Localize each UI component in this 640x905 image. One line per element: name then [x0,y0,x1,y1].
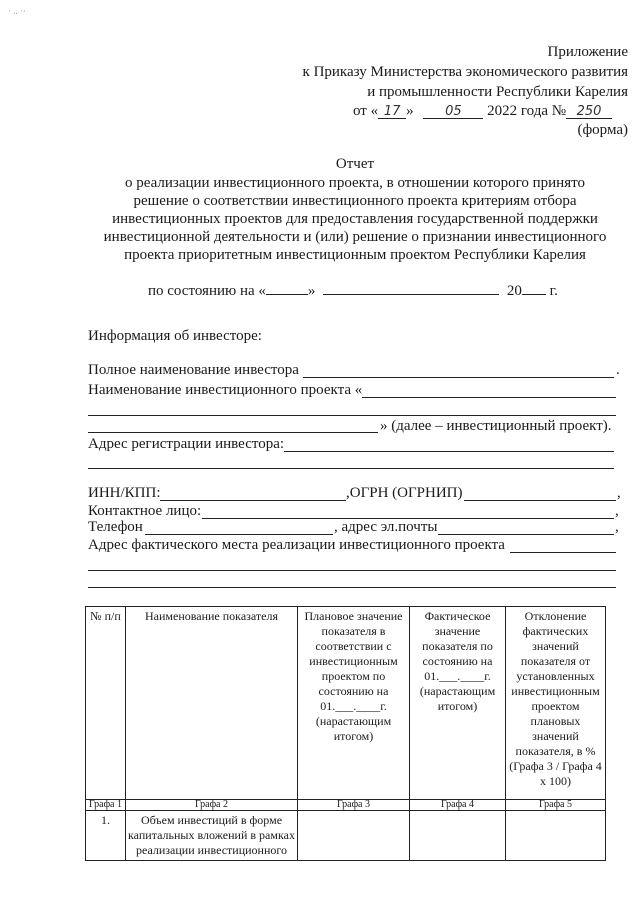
status-year-blank[interactable] [522,280,546,295]
date-prefix: от « [353,103,379,119]
appendix-title: Приложение [547,44,628,60]
header-deviation: Отклонение фактических значений показателя от установленных инвестиционным проектом плановых значений показателя, в % (Графа 3 / Графа 4 х 100) [506,607,606,800]
status-suffix: г. [549,283,558,299]
col-number-2: Графа 2 [126,800,298,811]
reg-address-field-1[interactable] [284,451,614,452]
row-actual-cell[interactable] [410,811,506,861]
date-year: 2022 года № [487,103,567,119]
header-indicator-name: Наименование показателя [126,607,298,800]
phone-label: Телефон [88,519,143,535]
reg-address-field-2[interactable] [88,468,614,469]
scan-mark: · .. ·· [8,6,26,16]
ogrn-comma: , [617,485,621,501]
header-planned-value: Плановое значение показателя в соответствии с инвестиционным проектом по состоянию на 01.___.____г. (нарастающим итогом) [298,607,410,800]
email-field[interactable] [438,534,614,535]
status-year: 20 [506,283,522,299]
table-row [86,811,606,861]
project-name-field-3[interactable] [88,432,378,433]
status-prefix: по состоянию на « [148,283,266,299]
report-title-line-3: инвестиционных проектов для предоставления государственной поддержки [112,211,598,227]
col-number-3: Графа 3 [298,800,410,811]
appendix-line2: и промышленности Республики Карелия [367,84,628,100]
report-title-line-4: инвестиционной деятельности и (или) решение о признании инвестиционного [103,229,607,245]
inn-field[interactable] [160,500,346,501]
row-deviation-cell[interactable] [506,811,606,861]
indicators-table [85,606,606,861]
address-field-3[interactable] [88,587,616,588]
status-mid: » [307,283,316,299]
row-num: 1. [86,811,126,861]
investor-full-name-field[interactable] [303,377,614,378]
investor-full-name-label: Полное наименование инвестора [88,362,299,378]
ogrn-label: ,ОГРН (ОГРНИП) [346,485,463,501]
table-header-row [86,607,606,800]
project-name-label: Наименование инвестиционного проекта « [88,382,363,398]
inn-label: ИНН/КПП: [88,485,161,501]
phone-field[interactable] [145,534,333,535]
contact-label: Контактное лицо: [88,503,202,519]
project-name-suffix: » (далее – инвестиционный проект). [380,418,612,434]
investor-section-title: Информация об инвесторе: [88,328,262,344]
header-actual-value: Фактическое значение показателя по состоянию на 01.___.____г. (нарастающим итогом) [410,607,506,800]
report-title-line-1: о реализации инвестиционного проекта, в отношении которого принято [125,175,585,191]
appendix-line1: к Приказу Министерства экономического развития [302,64,628,80]
email-comma: , [615,519,619,535]
col-number-1: Графа 1 [86,800,126,811]
reg-address-label: Адрес регистрации инвестора: [88,436,285,452]
date-mid: » [406,103,414,119]
report-title-line-5: проекта приоритетным инвестиционным проектом Республики Карелия [124,247,586,263]
status-day-blank[interactable] [266,280,308,295]
report-title-line-2: решение о соответствии инвестиционного проекта критериям отбора [133,193,577,209]
address-field-2[interactable] [88,570,616,571]
status-date [148,280,558,300]
project-name-field-1[interactable] [362,397,616,398]
row-planned-cell[interactable] [298,811,410,861]
address-label: Адрес фактического места реализации инвестиционного проекта [88,537,505,553]
date-month: 05 [423,104,483,119]
col-number-4: Графа 4 [410,800,506,811]
header-num: № п/п [86,607,126,800]
status-month-blank[interactable] [323,280,499,295]
project-name-field-2[interactable] [88,415,616,416]
report-heading: Отчет [335,156,375,172]
date-day: 17 [378,104,406,119]
date-number: 250 [566,104,612,119]
form-label: (форма) [577,122,628,138]
full-name-dot: . [616,362,620,378]
address-field-1[interactable] [510,552,616,553]
contact-comma: , [615,503,619,519]
col-number-5: Графа 5 [506,800,606,811]
row-indicator-name: Объем инвестиций в форме капитальных вложений в рамках реализации инвестиционного [126,811,298,861]
column-number-row [86,800,606,811]
ogrn-field[interactable] [464,500,616,501]
email-label: , адрес эл.почты [334,519,438,535]
appendix-date [353,103,612,120]
